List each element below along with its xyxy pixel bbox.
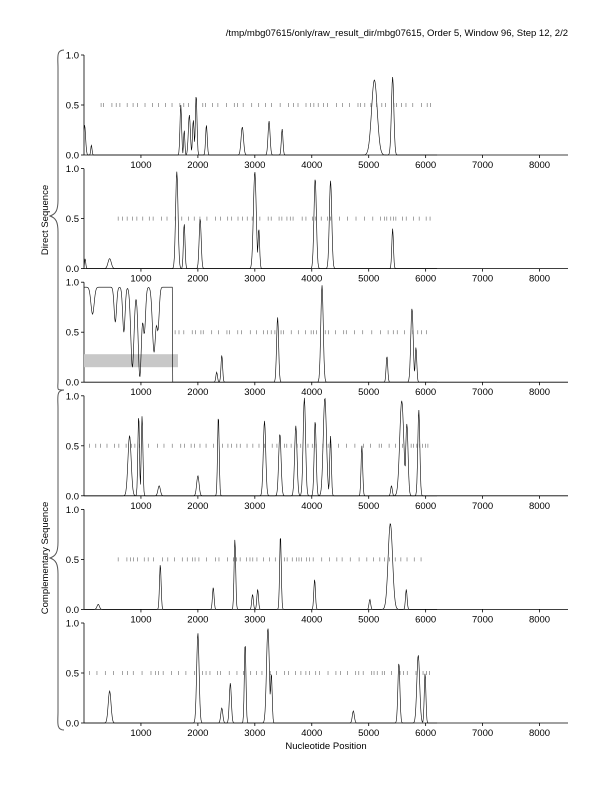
x-tick-label: 4000 [301, 728, 323, 739]
y-tick-label: 0.0 [65, 150, 79, 162]
x-tick-label: 3000 [244, 728, 266, 739]
x-tick-label: 8000 [528, 160, 551, 171]
y-tick-label: 0.5 [65, 441, 79, 453]
x-tick-label: 5000 [358, 500, 380, 512]
x-tick-label: 6000 [415, 273, 437, 285]
x-tick-label: 1000 [130, 160, 152, 171]
x-tick-label: 3000 [244, 500, 266, 512]
x-tick-label: 7000 [472, 160, 494, 171]
x-tick-label: 5000 [358, 728, 380, 739]
x-tick-label: 7000 [472, 728, 494, 739]
x-tick-label: 1000 [130, 614, 152, 626]
x-tick-label: 2000 [187, 728, 209, 739]
x-tick-label: 2000 [187, 500, 209, 512]
y-tick-label: 0.5 [65, 668, 79, 680]
y-tick-label: 1.0 [65, 618, 79, 630]
x-tick-label: 6000 [415, 387, 437, 399]
complementary-group-label: Complementary Sequence [40, 501, 51, 615]
y-tick-label: 1.0 [65, 504, 79, 516]
orf-highlight-bar [84, 354, 178, 367]
panel-2 [66, 164, 568, 285]
coding-potential-line [84, 398, 437, 496]
complementary-group-brace [50, 390, 64, 730]
y-tick-label: 0.5 [65, 327, 79, 339]
x-tick-label: 3000 [244, 273, 266, 285]
panel-3 [66, 278, 568, 399]
x-tick-label: 8000 [528, 614, 551, 626]
x-tick-label: 2000 [187, 160, 209, 171]
x-tick-label: 3000 [244, 614, 266, 626]
panel-1 [66, 51, 568, 172]
x-tick-label: 7000 [472, 387, 494, 399]
panel-4 [66, 391, 568, 512]
x-tick-label: 6000 [415, 500, 437, 512]
x-tick-label: 8000 [528, 273, 551, 285]
coding-potential-line [84, 77, 437, 155]
panels-group [66, 51, 568, 740]
x-tick-label: 2000 [187, 273, 209, 285]
x-tick-label: 4000 [301, 500, 323, 512]
x-tick-label: 5000 [358, 614, 380, 626]
x-tick-label: 4000 [301, 160, 323, 171]
y-tick-label: 1.0 [65, 50, 79, 62]
x-tick-label: 2000 [187, 387, 209, 399]
x-tick-label: 7000 [472, 614, 494, 626]
direct-group-brace [50, 50, 64, 390]
y-tick-label: 0.0 [65, 491, 79, 503]
x-axis-label: Nucleotide Position [285, 741, 367, 752]
x-tick-label: 3000 [244, 160, 266, 171]
x-tick-label: 4000 [301, 273, 323, 285]
coding-potential-line [84, 285, 437, 382]
coding-potential-line [84, 629, 437, 723]
x-tick-label: 5000 [358, 273, 380, 285]
x-tick-label: 1000 [130, 387, 152, 399]
x-tick-label: 2000 [187, 614, 209, 626]
x-tick-label: 5000 [358, 387, 380, 399]
x-tick-label: 8000 [528, 387, 551, 399]
x-tick-label: 4000 [301, 387, 323, 399]
x-tick-label: 8000 [528, 728, 551, 739]
panel-6 [66, 619, 568, 740]
y-tick-label: 0.5 [65, 100, 79, 112]
x-tick-label: 8000 [528, 500, 551, 512]
y-tick-label: 0.0 [65, 377, 79, 389]
x-tick-label: 7000 [472, 273, 494, 285]
x-tick-label: 1000 [130, 728, 152, 739]
x-tick-label: 5000 [358, 160, 380, 171]
x-tick-label: 1000 [130, 273, 152, 285]
x-tick-label: 6000 [415, 614, 437, 626]
x-tick-label: 6000 [415, 160, 437, 171]
y-tick-label: 0.0 [65, 264, 79, 276]
coding-potential-line [84, 524, 437, 610]
y-tick-label: 0.5 [65, 554, 79, 566]
x-tick-label: 6000 [415, 728, 437, 739]
y-tick-label: 0.5 [65, 214, 79, 226]
panel-5 [66, 505, 568, 626]
y-tick-label: 0.0 [65, 604, 79, 616]
y-tick-label: 1.0 [65, 391, 79, 403]
x-tick-label: 3000 [244, 387, 266, 399]
direct-group-label: Direct Sequence [40, 184, 51, 256]
x-tick-label: 4000 [301, 614, 323, 626]
x-tick-label: 1000 [130, 500, 152, 512]
figure-title: /tmp/mbg07615/only/raw_result_dir/mbg07615, Order 5, Window 96, Step 12, 2/2 [225, 28, 568, 39]
y-tick-label: 0.0 [65, 718, 79, 730]
y-tick-label: 1.0 [65, 277, 79, 289]
x-tick-label: 7000 [472, 500, 494, 512]
y-tick-label: 1.0 [65, 164, 79, 176]
